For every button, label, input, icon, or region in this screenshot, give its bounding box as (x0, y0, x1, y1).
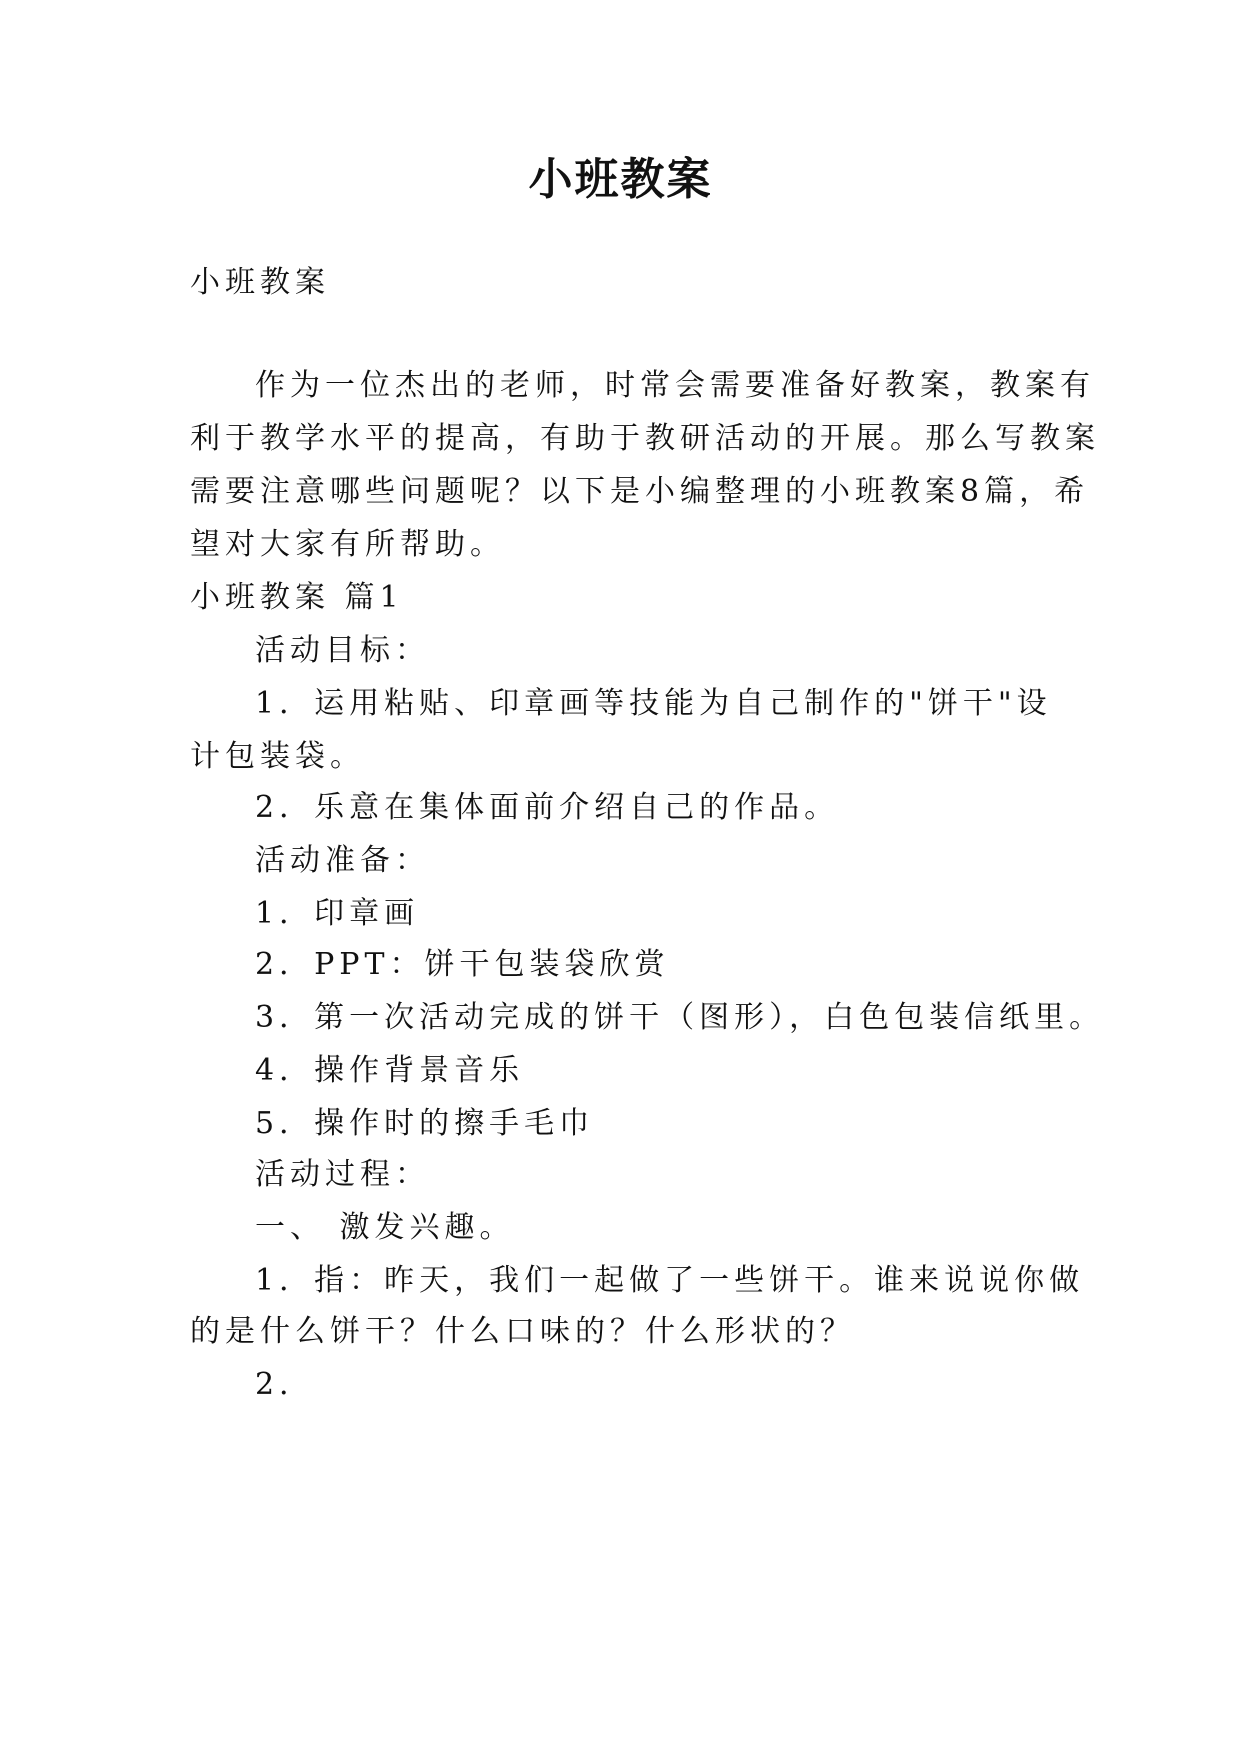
prep-item-1: 1．印章画 (255, 896, 420, 931)
section-heading: 小班教案 篇1 (190, 580, 404, 615)
goal-2: 2．乐意在集体面前介绍自己的作品。 (255, 790, 840, 825)
intro-line-1: 作为一位杰出的老师，时常会需要准备好教案，教案有 (255, 368, 1095, 403)
process-item-2: 2． (255, 1367, 315, 1402)
prep-item-2: 2．PPT：饼干包装袋欣赏 (255, 947, 670, 982)
process-item-1-line-2: 的是什么饼干？什么口味的？什么形状的？ (190, 1314, 855, 1349)
intro-line-2: 利于教学水平的提高，有助于教研活动的开展。那么写教案 (190, 421, 1100, 456)
document-title: 小班教案 (528, 154, 713, 205)
intro-line-3: 需要注意哪些问题呢？以下是小编整理的小班教案8篇，希 (190, 474, 1090, 509)
intro-line-4: 望对大家有所帮助。 (190, 527, 505, 562)
process-label: 活动过程： (255, 1157, 430, 1192)
goal-1-line-2: 计包装袋。 (190, 739, 365, 774)
goal-1-line-1: 1．运用粘贴、印章画等技能为自己制作的"饼干"设 (255, 686, 1052, 721)
prep-item-3: 3．第一次活动完成的饼干（图形），白色包装信纸里。 (255, 1000, 1105, 1035)
document-subtitle: 小班教案 (190, 265, 330, 300)
process-item-1-line-1: 1．指：昨天，我们一起做了一些饼干。谁来说说你做 (255, 1263, 1085, 1298)
prep-item-5: 5．操作时的擦手毛巾 (255, 1106, 595, 1141)
process-step-1: 一、 激发兴趣。 (255, 1210, 515, 1245)
goals-label: 活动目标： (255, 633, 430, 668)
prep-item-4: 4．操作背景音乐 (255, 1053, 525, 1088)
prep-label: 活动准备： (255, 843, 430, 878)
